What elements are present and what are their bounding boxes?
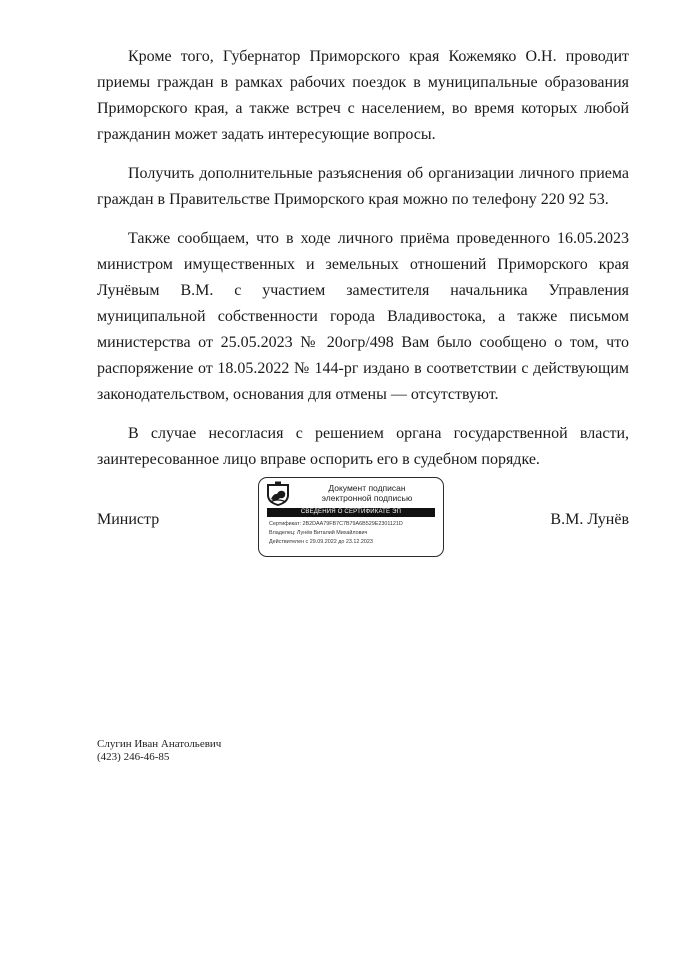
paragraph-phone-info: Получить дополнительные разъяснения об организации личного приема граждан в Правительстве Приморского края можно по телефону 220 92 53. bbox=[97, 165, 629, 208]
stamp-certificate-number: Сертификат: 2B2DAA79FB7C7B79A6B529E2301121D bbox=[269, 521, 403, 527]
stamp-validity: Действителен с 29.09.2022 до 23.12.2023 bbox=[269, 539, 373, 545]
letter-body bbox=[97, 44, 629, 486]
executor-info bbox=[97, 738, 221, 764]
primorsky-coat-of-arms-icon bbox=[264, 481, 292, 507]
signer-name: В.М. Лунёв bbox=[550, 511, 629, 528]
stamp-owner: Владелец: Лунёв Виталий Михайлович bbox=[269, 530, 368, 536]
stamp-heading-line1: Документ подписан bbox=[328, 483, 406, 493]
stamp-heading bbox=[295, 483, 439, 503]
executor-name: Слугин Иван Анатольевич bbox=[97, 738, 222, 750]
stamp-certificate-bar: СВЕДЕНИЯ О СЕРТИФИКАТЕ ЭП bbox=[267, 508, 435, 517]
stamp-heading-line2: электронной подписью bbox=[321, 493, 413, 503]
signer-position: Министр bbox=[97, 511, 160, 528]
executor-phone: (423) 246-46-85 bbox=[97, 751, 170, 763]
paragraph-governor-receptions: Кроме того, Губернатор Приморского края Кожемяко О.Н. проводит приемы граждан в рамках рабочих поездок в муниципальные образования Приморского края, а также встреч с населением, во время которых любой гражданин может задать интересующие вопросы. bbox=[97, 48, 629, 143]
paragraph-personal-reception: Также сообщаем, что в ходе личного приёма проведенного 16.05.2023 министром имущественных и земельных отношений Приморского края Лунёвым В.М. с участием заместителя начальника Управления муниципальной собственности города Владивостока, а также письмом министерства от 25.05.2023 № 20огр/498 Вам было сообщено о том, что распоряжение от 18.05.2022 № 144-рг издано в соответствии с действующим законодательством, основания для отмены — отсутствуют. bbox=[97, 230, 629, 403]
electronic-signature-stamp bbox=[258, 477, 444, 557]
stamp-details bbox=[269, 520, 439, 547]
paragraph-appeal-right: В случае несогласия с решением органа государственной власти, заинтересованное лицо вправе оспорить его в судебном порядке. bbox=[97, 425, 629, 468]
